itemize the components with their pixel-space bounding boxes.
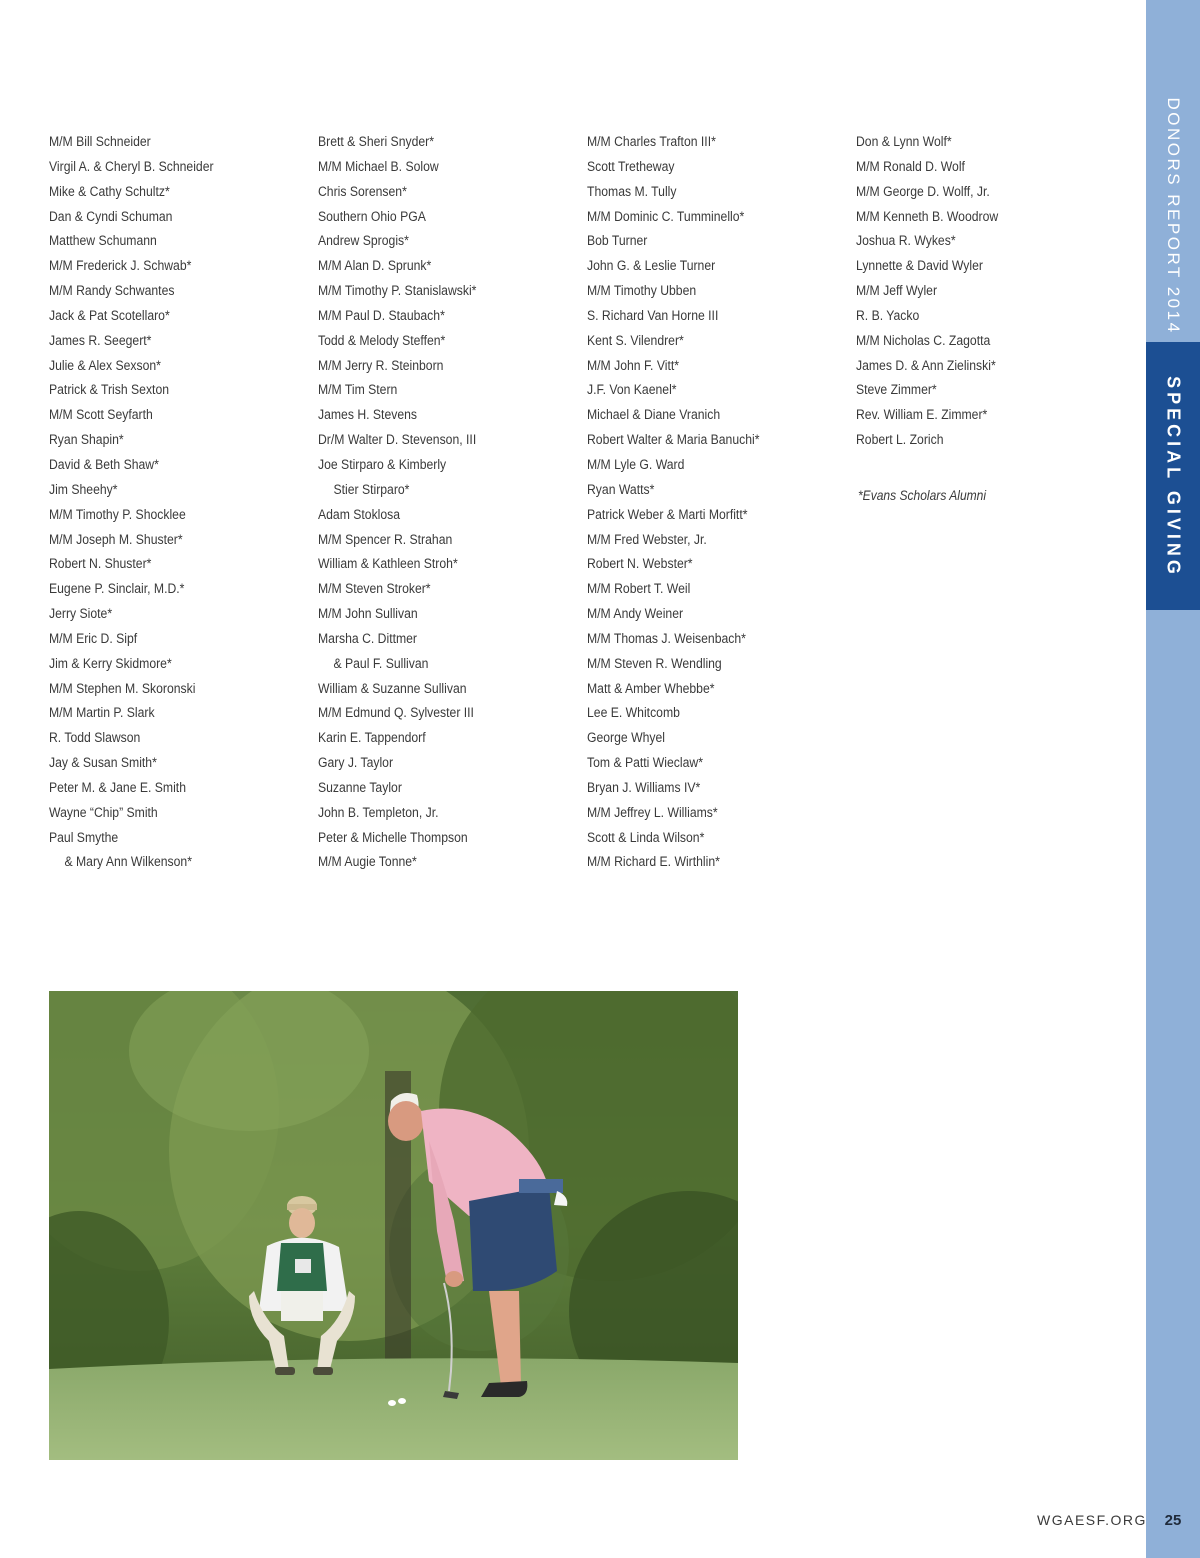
donor-name: Patrick Weber & Marti Morfitt* (587, 506, 748, 523)
donor-column-2 (318, 130, 542, 875)
donor-name: M/M Nicholas C. Zagotta (856, 332, 991, 349)
donor-name: M/M Frederick J. Schwab* (49, 258, 192, 275)
donor-name: William & Suzanne Sullivan (318, 680, 467, 697)
donor-name: Eugene P. Sinclair, M.D.* (49, 581, 185, 598)
donor-name: M/M Ronald D. Wolf (856, 158, 965, 175)
donor-name: M/M Timothy Ubben (587, 283, 697, 300)
donor-name: M/M Charles Trafton III* (587, 134, 716, 150)
donor-name: Paul Smythe (49, 829, 119, 846)
donor-name: Ryan Shapin* (49, 432, 124, 449)
donor-name: Wayne “Chip” Smith (49, 804, 158, 821)
donor-name: Tom & Patti Wieclaw* (587, 755, 703, 772)
donor-name: James D. & Ann Zielinski* (856, 357, 996, 374)
donor-column-3 (587, 130, 811, 875)
donor-name: M/M Augie Tonne* (318, 854, 417, 871)
donor-name: M/M Joseph M. Shuster* (49, 531, 183, 548)
donor-name: Matthew Schumann (49, 233, 157, 250)
donor-name: William & Kathleen Stroh* (318, 556, 458, 573)
donor-name: M/M Steven R. Wendling (587, 655, 722, 672)
donor-name: M/M Lyle G. Ward (587, 456, 685, 473)
golf-photo (49, 991, 738, 1460)
donor-name: M/M George D. Wolff, Jr. (856, 183, 990, 200)
donor-name: & Paul F. Sullivan (333, 655, 429, 672)
donor-name: Robert Walter & Maria Banuchi* (587, 432, 760, 449)
donor-name: M/M John Sullivan (318, 606, 418, 623)
donor-name: Bryan J. Williams IV* (587, 779, 701, 796)
donor-name: John B. Templeton, Jr. (318, 804, 439, 821)
donor-name: Matt & Amber Whebbe* (587, 680, 715, 697)
donor-name: M/M Martin P. Slark (49, 705, 155, 722)
donor-name: M/M Timothy P. Stanislawski* (318, 283, 477, 300)
donor-name: Suzanne Taylor (318, 779, 402, 796)
donor-name: Robert N. Shuster* (49, 556, 152, 573)
donor-name: R. B. Yacko (856, 307, 920, 324)
donor-name: M/M Randy Schwantes (49, 283, 175, 300)
donor-name: Bob Turner (587, 233, 648, 250)
donor-name: M/M Andy Weiner (587, 606, 684, 623)
donor-name: James R. Seegert* (49, 332, 152, 349)
donor-name: Dr/M Walter D. Stevenson, III (318, 432, 477, 449)
donor-name: Julie & Alex Sexson* (49, 357, 161, 374)
donor-name: John G. & Leslie Turner (587, 258, 716, 275)
donor-name: M/M Thomas J. Weisenbach* (587, 630, 746, 647)
donor-name: Adam Stoklosa (318, 506, 401, 523)
donor-name: Mike & Cathy Schultz* (49, 183, 170, 200)
donor-name: M/M Stephen M. Skoronski (49, 680, 196, 697)
donor-name: Don & Lynn Wolf* (856, 134, 952, 150)
donor-name: Joe Stirparo & Kimberly (318, 456, 447, 473)
donor-name: M/M Scott Seyfarth (49, 407, 153, 424)
donor-name: M/M Dominic C. Tumminello* (587, 208, 745, 225)
website-url: WGAESF.ORG (1037, 1512, 1147, 1528)
donor-name: R. Todd Slawson (49, 730, 141, 747)
donor-name: Jim Sheehy* (49, 481, 118, 498)
donor-column-1 (49, 130, 273, 875)
donor-name: Jerry Siote* (49, 606, 113, 623)
donor-name: M/M Jerry R. Steinborn (318, 357, 444, 374)
donor-name: J.F. Von Kaenel* (587, 382, 677, 399)
donor-name: George Whyel (587, 730, 665, 747)
report-title: DONORS REPORT 2014 (1164, 97, 1183, 335)
donor-name: Michael & Diane Vranich (587, 407, 721, 424)
footnote: *Evans Scholars Alumni (858, 487, 987, 503)
donor-name: Gary J. Taylor (318, 755, 394, 772)
donor-name: David & Beth Shaw* (49, 456, 159, 473)
donor-name: M/M Fred Webster, Jr. (587, 531, 707, 548)
donor-name: Lynnette & David Wyler (856, 258, 983, 275)
donor-name: M/M Paul D. Staubach* (318, 307, 445, 324)
donor-name: Thomas M. Tully (587, 183, 677, 200)
donor-name: Dan & Cyndi Schuman (49, 208, 173, 225)
donor-name: Virgil A. & Cheryl B. Schneider (49, 158, 214, 175)
donor-name: Andrew Sprogis* (318, 233, 409, 250)
donor-name: M/M Steven Stroker* (318, 581, 431, 598)
donor-name: Southern Ohio PGA (318, 208, 426, 225)
donor-name: Peter M. & Jane E. Smith (49, 779, 186, 796)
donor-name: Robert N. Webster* (587, 556, 693, 573)
donor-name: Robert L. Zorich (856, 432, 944, 449)
donor-name: Stier Stirparo* (333, 481, 410, 498)
donor-name: M/M Timothy P. Shocklee (49, 506, 186, 523)
donor-name: Jack & Pat Scotellaro* (49, 307, 170, 324)
donor-name: Todd & Melody Steffen* (318, 332, 446, 349)
donor-name: M/M Jeffrey L. Williams* (587, 804, 718, 821)
donor-name: Ryan Watts* (587, 481, 655, 498)
donor-name: Chris Sorensen* (318, 183, 407, 200)
donor-name: Peter & Michelle Thompson (318, 829, 468, 846)
donor-name: M/M Eric D. Sipf (49, 630, 138, 647)
donor-name: Jim & Kerry Skidmore* (49, 655, 172, 672)
donor-name: Marsha C. Dittmer (318, 630, 417, 647)
donor-name: Scott Tretheway (587, 158, 675, 175)
donor-name: & Mary Ann Wilkenson* (64, 854, 192, 871)
donor-name: Kent S. Vilendrer* (587, 332, 684, 349)
donor-name: M/M Michael B. Solow (318, 158, 439, 175)
donor-name: M/M Spencer R. Strahan (318, 531, 453, 548)
donor-column-4 (856, 130, 1080, 453)
donor-name: M/M Robert T. Weil (587, 581, 691, 598)
donor-name: M/M Edmund Q. Sylvester III (318, 705, 474, 722)
donor-name: S. Richard Van Horne III (587, 307, 719, 324)
donor-name: M/M Richard E. Wirthlin* (587, 854, 720, 871)
donor-name: M/M Jeff Wyler (856, 283, 938, 300)
donor-name: M/M John F. Vitt* (587, 357, 679, 374)
donor-name: M/M Alan D. Sprunk* (318, 258, 432, 275)
donor-name: M/M Bill Schneider (49, 134, 151, 150)
donor-name: James H. Stevens (318, 407, 418, 424)
donor-name: Karin E. Tappendorf (318, 730, 426, 747)
section-title: SPECIAL GIVING (1163, 376, 1184, 578)
donor-name: Steve Zimmer* (856, 382, 937, 399)
donor-name: Lee E. Whitcomb (587, 705, 680, 722)
donor-name: Jay & Susan Smith* (49, 755, 157, 772)
donor-name: M/M Kenneth B. Woodrow (856, 208, 999, 225)
donor-name: Brett & Sheri Snyder* (318, 134, 434, 150)
donor-name: Rev. William E. Zimmer* (856, 407, 988, 424)
donor-name: Patrick & Trish Sexton (49, 382, 170, 399)
donor-name: Scott & Linda Wilson* (587, 829, 705, 846)
page-number: 25 (1164, 1512, 1182, 1529)
donor-name: M/M Tim Stern (318, 382, 398, 399)
donor-name: Joshua R. Wykes* (856, 233, 956, 250)
